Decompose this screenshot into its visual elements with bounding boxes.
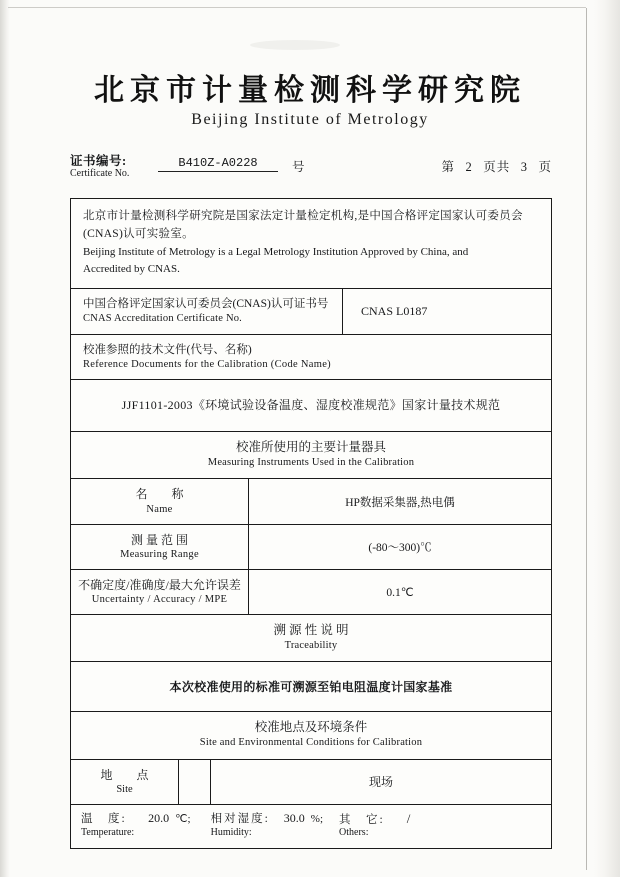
- reference-documents-label-en: Reference Documents for the Calibration (Code Name): [83, 358, 331, 370]
- page-current: 2: [465, 160, 473, 174]
- site-label: [71, 760, 179, 804]
- instrument-name-label: [71, 479, 249, 523]
- page-number: [441, 157, 552, 175]
- humidity-label-en: Humidity:: [210, 826, 252, 838]
- temperature-group: [81, 811, 191, 839]
- traceability-title-en: Traceability: [284, 640, 338, 652]
- humidity-label: [211, 812, 270, 839]
- temperature-label-cn: 温 度:: [81, 813, 127, 826]
- cnas-label: [71, 289, 343, 334]
- instrument-name-label-cn: 名 称: [135, 487, 184, 502]
- instruments-title-en: Measuring Instruments Used in the Calibration: [207, 457, 415, 469]
- humidity-value: 30.0: [283, 811, 305, 826]
- certificate-no-label-cn: 证书编号:: [70, 154, 127, 168]
- document-header: [0, 74, 620, 129]
- humidity-label-cn: 相对湿度:: [210, 813, 270, 826]
- site-header-row: [71, 712, 551, 759]
- others-label-en: Others:: [339, 827, 369, 839]
- instruments-title: [71, 432, 551, 478]
- traceability-value-row: [71, 662, 551, 712]
- measuring-range-label-cn: 测 量 范 围: [130, 532, 188, 547]
- site-row: [71, 760, 551, 805]
- certificate-table: [70, 198, 552, 849]
- temperature-label: [81, 812, 134, 839]
- uncertainty-value: 0.1℃: [386, 587, 414, 600]
- site-title-cn: 校准地点及环境条件: [254, 720, 368, 735]
- site-label-en: Site: [116, 783, 133, 795]
- uncertainty-label-en: Uncertainty / Accuracy / MPE: [91, 594, 228, 606]
- site-value: 现场: [368, 775, 393, 790]
- scan-top-border: [8, 7, 586, 8]
- uncertainty-label-cn: 不确定度/准确度/最大允许误差: [78, 578, 241, 593]
- cnas-label-cn: 中国合格评定国家认可委员会(CNAS)认可证书号: [83, 297, 329, 310]
- site-title-en: Site and Environmental Conditions for Calibration: [199, 737, 423, 749]
- measuring-range-row: [71, 525, 551, 570]
- humidity-unit: %;: [310, 813, 324, 826]
- statement-line1-cn: 北京市计量检测科学研究院是国家法定计量检定机构,是中国合格评定国家认可委员会: [83, 210, 523, 222]
- measuring-range-value: (-80～300)℃: [368, 541, 432, 554]
- statement-block: [71, 199, 551, 288]
- statement-line1-en: Beijing Institute of Metrology is a Legal Metrology Institution Approved by China, and: [83, 245, 469, 258]
- scan-edge-left: [0, 0, 10, 877]
- scan-edge-right: [594, 0, 620, 877]
- instrument-name-label-en: Name: [146, 503, 173, 515]
- humidity-group: [211, 811, 323, 839]
- traceability-title: [71, 615, 551, 661]
- site-spacer-cell: [179, 760, 211, 804]
- certificate-line: [70, 154, 552, 184]
- temperature-unit: ℃;: [175, 813, 191, 826]
- others-value: /: [406, 810, 411, 826]
- site-title: [71, 712, 551, 758]
- scan-vertical-line: [586, 8, 587, 870]
- others-group: [339, 811, 410, 840]
- uncertainty-label: [71, 570, 249, 614]
- instrument-name-value: HP数据采集器,热电偶: [345, 496, 455, 509]
- certificate-no-label: [70, 154, 129, 180]
- certificate-no-label-en: Certificate No.: [70, 168, 130, 180]
- certificate-no-suffix: 号: [292, 160, 305, 174]
- page-suffix: 页: [538, 160, 552, 174]
- cnas-value: CNAS L0187: [361, 303, 428, 318]
- certificate-no-value: B410Z-A0228: [158, 156, 278, 172]
- environment-row: [71, 805, 551, 848]
- reference-documents-label: [71, 335, 551, 380]
- page-total: 3: [520, 160, 528, 174]
- traceability-header-row: [71, 615, 551, 662]
- cnas-label-en: CNAS Accreditation Certificate No.: [83, 312, 243, 324]
- page-prefix: 第: [441, 160, 455, 174]
- statement-line2-cn: (CNAS)认可实验室。: [83, 227, 194, 240]
- cnas-row: [71, 289, 551, 335]
- instruments-header-row: [71, 432, 551, 479]
- measuring-range-label-en: Measuring Range: [120, 548, 199, 560]
- site-label-cn: 地 点: [100, 767, 149, 782]
- page-title-cn: 北京市计量检测科学研究院: [94, 74, 526, 107]
- reference-documents-header-row: [71, 335, 551, 381]
- page-title-en: Beijing Institute of Metrology: [191, 111, 429, 128]
- others-label: [339, 813, 385, 840]
- traceability-title-cn: 溯 源 性 说 明: [273, 623, 349, 638]
- reference-documents-value-row: [71, 380, 551, 432]
- statement-line2-en: Accredited by CNAS.: [83, 262, 180, 275]
- reference-documents-value: JJF1101-2003《环境试验设备温度、湿度校准规范》国家计量技术规范: [121, 398, 501, 413]
- traceability-value: 本次校准使用的标准可溯源至铂电阻温度计国家基准: [169, 680, 453, 695]
- others-label-cn: 其 它:: [339, 813, 385, 826]
- temperature-value: 20.0: [148, 811, 170, 826]
- instruments-title-cn: 校准所使用的主要计量器具: [235, 440, 386, 455]
- statement-row: [71, 199, 551, 289]
- environment-conditions: [71, 805, 551, 848]
- instrument-name-row: [71, 479, 551, 524]
- page-middle: 页共: [483, 160, 511, 174]
- uncertainty-row: [71, 570, 551, 615]
- reference-documents-label-cn: 校准参照的技术文件(代号、名称): [83, 343, 252, 356]
- scan-smudge: [250, 40, 340, 50]
- measuring-range-label: [71, 525, 249, 569]
- temperature-label-en: Temperature:: [81, 826, 135, 838]
